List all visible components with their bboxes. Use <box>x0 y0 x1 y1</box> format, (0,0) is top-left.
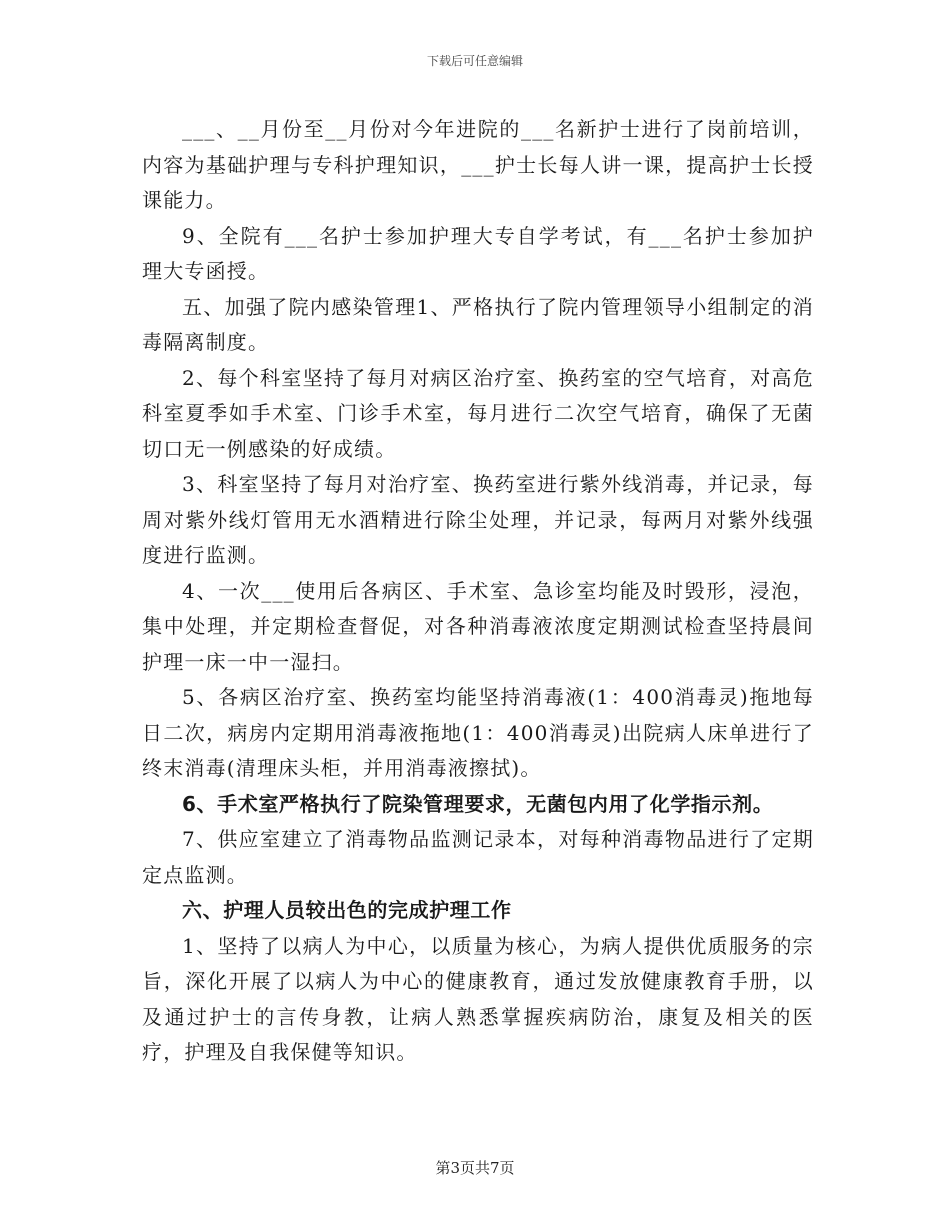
paragraph-supply-room: 7、供应室建立了消毒物品监测记录本，对每种消毒物品进行了定期定点监测。 <box>142 827 814 887</box>
page-header: 下载后可任意编辑 <box>426 54 523 68</box>
section-heading-nursing: 六、护理人员较出色的完成护理工作 <box>182 898 512 922</box>
page-number: 第3页共7页 <box>435 1159 515 1177</box>
paragraph-patient-centered: 1、坚持了以病人为中心，以质量为核心，为病人提供优质服务的宗旨，深化开展了以病人为中心的健康教育，通过发放健康教育手册，以及通过护士的言传身教，让病人熟悉掌握疾病防治，康复及相关的医疗，护理及自我保健等知识。 <box>142 933 814 1064</box>
paragraph-disposal: 4、一次___使用后各病区、手术室、急诊室均能及时毁形，浸泡，集中处理，并定期检查督促，对各种消毒液浓度定期测试检查坚持晨间护理一床一中一湿扫。 <box>142 578 814 674</box>
section-heading-infection: 五、加强了院内感染管理1、严格执行了院内管理领导小组制定的消毒隔离制度。 <box>142 294 814 354</box>
paragraph-training: ___、__月份至__月份对今年进院的___名新护士进行了岗前培训，内容为基础护理与专科护理知识，___护士长每人讲一课，提高护士长授课能力。 <box>142 117 814 212</box>
paragraph-exam: 9、全院有___名护士参加护理大专自学考试，有___名护士参加护理大专函授。 <box>142 223 814 283</box>
document-body <box>142 112 814 1071</box>
paragraph-operating-room: 6、手术室严格执行了院染管理要求，无菌包内用了化学指示剂。 <box>182 791 774 816</box>
paragraph-mopping: 5、各病区治疗室、换药室均能坚持消毒液(1：400消毒灵)拖地每日二次，病房内定期用消毒液拖地(1：400消毒灵)出院病人床单进行了终末消毒(清理床头柜，并用消毒液擦拭)。 <box>142 685 814 780</box>
paragraph-air-culture: 2、每个科室坚持了每月对病区治疗室、换药室的空气培育，对高危科室夏季如手术室、门诊手术室，每月进行二次空气培育，确保了无菌切口无一例感染的好成绩。 <box>142 365 814 461</box>
paragraph-uv-disinfection: 3、科室坚持了每月对治疗室、换药室进行紫外线消毒，并记录，每周对紫外线灯管用无水酒精进行除尘处理，并记录，每两月对紫外线强度进行监测。 <box>142 472 814 567</box>
